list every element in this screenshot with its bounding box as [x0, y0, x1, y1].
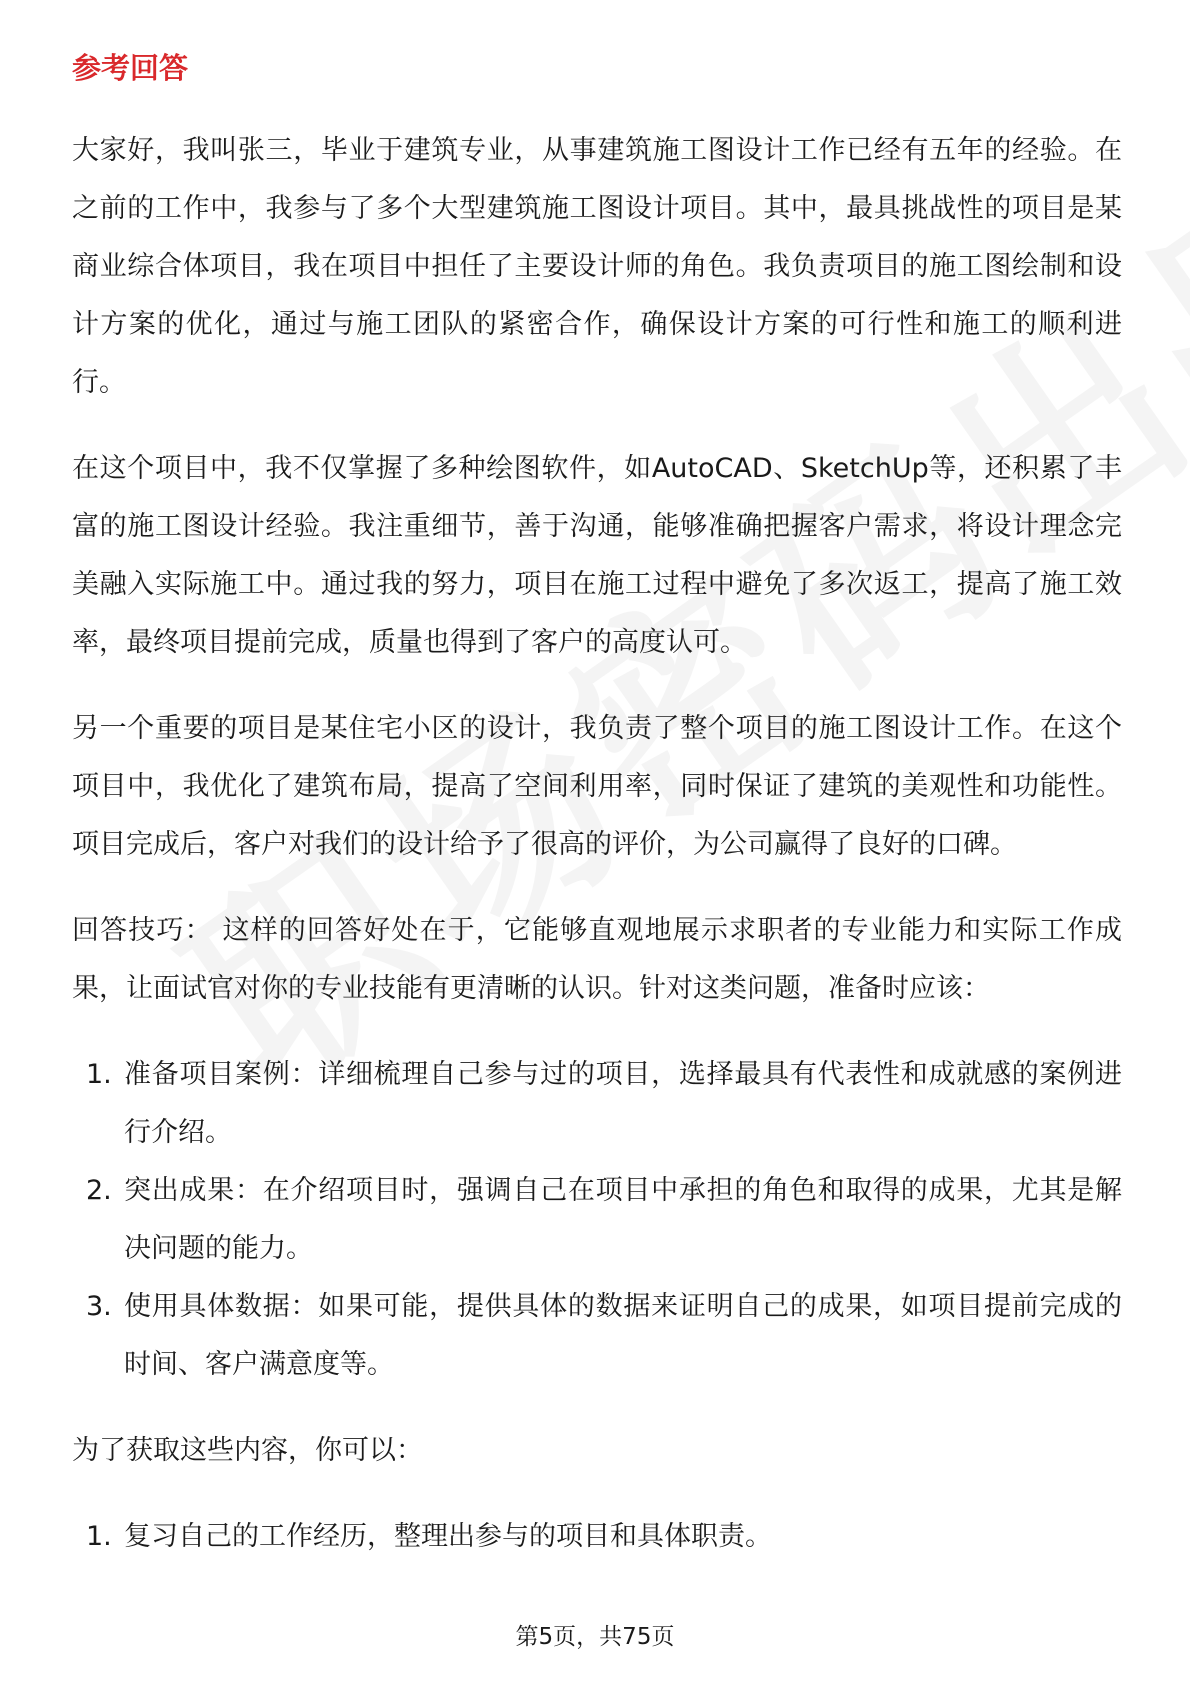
list-item-text: 准备项目案例：详细梳理自己参与过的项目，选择最具有代表性和成就感的案例进行介绍。	[124, 1059, 1122, 1148]
section-heading: 参考回答	[72, 51, 189, 85]
list-item	[72, 1162, 1122, 1278]
answer-paragraph-1: 大家好，我叫张三，毕业于建筑专业，从事建筑施工图设计工作已经有五年的经验。在之前的工作中，我参与了多个大型建筑施工图设计项目。其中，最具挑战性的项目是某商业综合体项目，我在项目中担任了主要设计师的角色。我负责项目的施工图绘制和设计方案的优化，通过与施工团队的紧密合作，确保设计方案的可行性和施工的顺利进行。	[72, 135, 1122, 398]
answer-paragraph-2: 在这个项目中，我不仅掌握了多种绘图软件，如AutoCAD、SketchUp等，还积累了丰富的施工图设计经验。我注重细节，善于沟通，能够准确把握客户需求，将设计理念完美融入实际施工中。通过我的努力，项目在施工过程中避免了多次返工，提高了施工效率，最终项目提前完成，质量也得到了客户的高度认可。	[72, 453, 1122, 658]
list-item-number: 2.	[86, 1175, 112, 1206]
obtain-intro: 为了获取这些内容，你可以：	[72, 1435, 423, 1466]
content-body	[72, 48, 1122, 1594]
page-number-footer: 第5页，共75页	[515, 1624, 675, 1650]
list-item-number: 3.	[86, 1291, 112, 1322]
list-item-number: 1.	[86, 1059, 112, 1090]
list-item-number: 1.	[86, 1521, 112, 1552]
list-item	[72, 1046, 1122, 1162]
list-item	[72, 1508, 1122, 1566]
list-item	[72, 1278, 1122, 1394]
answer-paragraph-3: 另一个重要的项目是某住宅小区的设计，我负责了整个项目的施工图设计工作。在这个项目中，我优化了建筑布局，提高了空间利用率，同时保证了建筑的美观性和功能性。项目完成后，客户对我们的设计给予了很高的评价，为公司赢得了良好的口碑。	[72, 713, 1122, 860]
tips-list	[72, 1046, 1122, 1394]
list-item-text: 复习自己的工作经历，整理出参与的项目和具体职责。	[124, 1521, 772, 1552]
list-item-text: 使用具体数据：如果可能，提供具体的数据来证明自己的成果，如项目提前完成的时间、客户满意度等。	[124, 1291, 1122, 1380]
tips-intro: 回答技巧： 这样的回答好处在于，它能够直观地展示求职者的专业能力和实际工作成果，让面试官对你的专业技能有更清晰的认识。针对这类问题，准备时应该：	[72, 915, 1122, 1004]
obtain-list	[72, 1508, 1122, 1566]
list-item-text: 突出成果：在介绍项目时，强调自己在项目中承担的角色和取得的成果，尤其是解决问题的能力。	[124, 1175, 1122, 1264]
